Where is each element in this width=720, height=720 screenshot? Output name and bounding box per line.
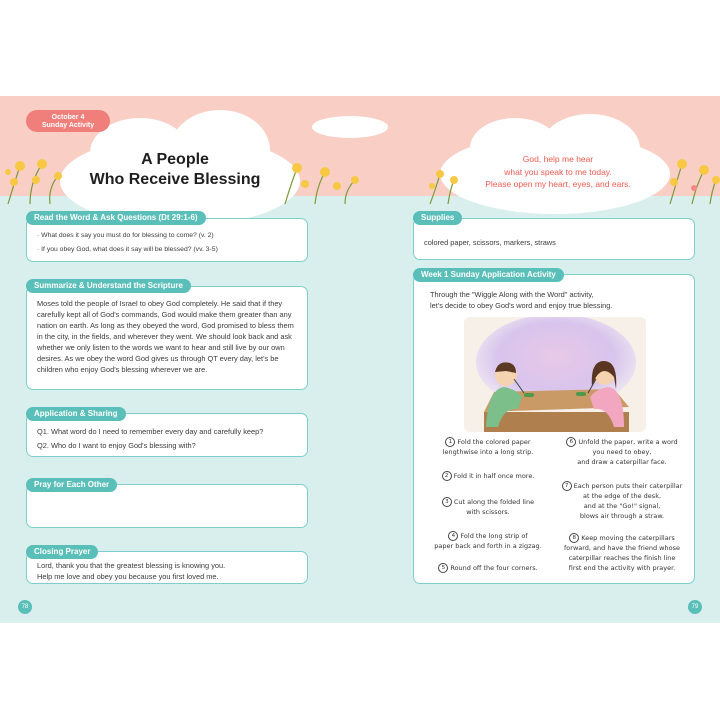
step-2 [428,471,548,481]
step-4 [428,531,548,551]
step-number: 2 [442,471,452,481]
closing-prayer-text: Lord, thank you that the greatest blessing is knowing you. Help me love and obey you because you first loved me. [37,561,226,581]
application-question: Q1. What word do I need to remember every day and carefully keep? [37,427,264,436]
step-number: 5 [438,563,448,573]
step-text: Fold it in half once more. [453,472,535,480]
step-number: 1 [445,437,455,447]
step-number: 3 [442,497,452,507]
summarize-box [26,286,308,390]
flowers-center [275,154,375,204]
application-question: Q2. Who do I want to enjoy God's blessing with? [37,441,196,450]
question-item: · If you obey God, what does it say will be blessed? (vv. 3-5) [37,245,218,253]
step-text: Fold the colored paper lengthwise into a long strip. [442,438,534,456]
step-number: 7 [562,481,572,491]
supplies-label: Supplies [413,211,462,225]
step-text: Round off the four corners. [450,564,538,572]
closing-prayer-label: Closing Prayer [26,545,98,559]
page-number-left: 78 [18,600,32,614]
step-8 [558,533,686,573]
application-label: Application & Sharing [26,407,126,421]
activity-label: Week 1 Sunday Application Activity [413,268,564,282]
step-3 [428,497,548,517]
summarize-label: Summarize & Understand the Scripture [26,279,191,293]
activity-intro: Through the "Wiggle Along with the Word" activity, let's decide to obey God's word and enjoy true blessing. [430,290,613,310]
step-1 [428,437,548,457]
page-number-right: 79 [688,600,702,614]
page-title: A People Who Receive Blessing [89,151,261,188]
read-word-label: Read the Word & Ask Questions (Dt 29:1-6) [26,211,206,225]
children-blowing-straws-illustration [464,317,646,432]
date-badge: October 4 Sunday Activity [26,110,110,132]
question-item: · What does it say you must do for blessing to come? (v. 2) [37,232,214,239]
step-number: 6 [566,437,576,447]
activity-box [413,274,695,584]
step-text: Unfold the paper, write a word you need to obey, and draw a caterpillar face. [577,438,678,466]
pray-label: Pray for Each Other [26,478,117,492]
flowers-right [660,150,720,204]
step-number: 4 [448,531,458,541]
opening-prayer: God, help me hear what you speak to me today. Please open my heart, eyes, and ears. [485,154,631,189]
summary-text: Moses told the people of Israel to obey God completely. He said that if they carefully kept all of God's commands, God would make them greater than any nation on earth. As long as they obeyed the word, God promised to bless them in the city, in the fields, and wherever they went. We should look back and ask whether we only listen to the words we want to hear and still live by our own desires. As we obey the word God gives us through QT every day, let's be children who enjoy God's blessing wherever we are. [37,299,294,374]
step-text: Cut along the folded line with scissors. [453,498,535,516]
step-5 [428,563,548,573]
step-text: Keep moving the caterpillars forward, and have the friend whose caterpillar reaches the finish line first end the activity with prayer. [564,534,680,572]
step-7 [558,481,686,521]
step-text: Each person puts their caterpillar at the edge of the desk, and at the "Go!" signal, blows air through a straw. [573,482,683,520]
supplies-text: colored paper, scissors, markers, straws [424,238,556,247]
step-text: Fold the long strip of paper back and forth in a zigzag. [434,532,542,550]
step-6 [558,437,686,467]
small-cloud [312,116,388,138]
step-number: 8 [569,533,579,543]
